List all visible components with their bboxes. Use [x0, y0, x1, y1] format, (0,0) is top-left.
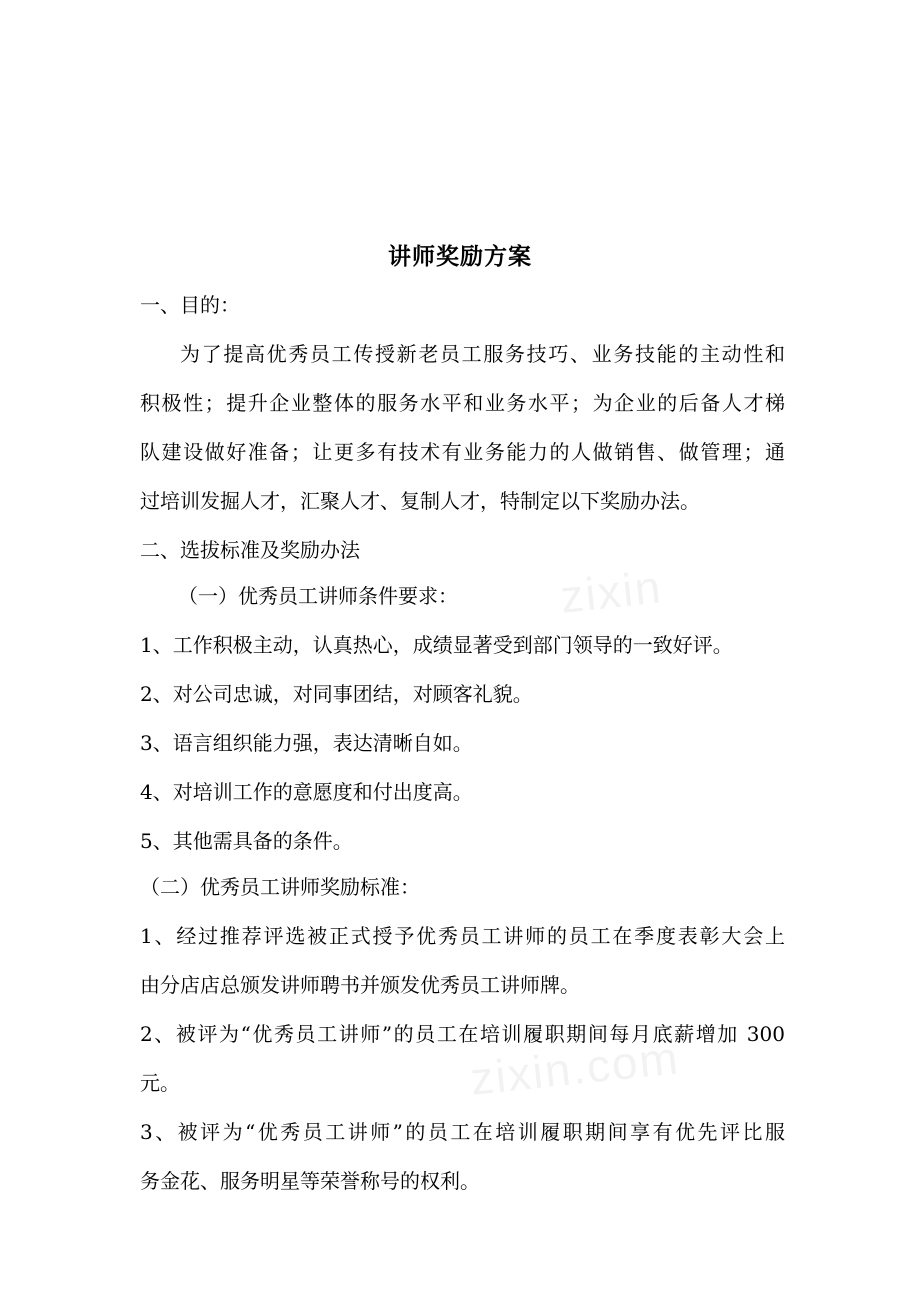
paragraph-line: 为了提高优秀员工传授新老员工服务技巧、业务技能的主动性和 [180, 342, 785, 366]
list-item: 4、对培训工作的意愿度和付出度高。 [140, 780, 473, 804]
paragraph-line: 队建设做好准备；让更多有技术有业务能力的人做销售、做管理；通 [140, 440, 785, 464]
list-item: 2、对公司忠诚，对同事团结，对顾客礼貌。 [140, 682, 533, 706]
list-item: 1、经过推荐评选被正式授予优秀员工讲师的员工在季度表彰大会上 [140, 924, 785, 948]
list-item-continuation: 由分店店总颁发讲师聘书并颁发优秀员工讲师牌。 [140, 973, 580, 997]
section-heading: 二、选拔标准及奖励办法 [140, 538, 360, 562]
document-title: 讲师奖励方案 [388, 244, 532, 270]
paragraph-line: 积极性；提升企业整体的服务水平和业务水平；为企业的后备人才梯 [140, 391, 785, 415]
list-item-continuation: 务金花、服务明星等荣誉称号的权利。 [140, 1169, 480, 1193]
subsection-heading: （二）优秀员工讲师奖励标准： [140, 875, 420, 899]
paragraph-line: 过培训发掘人才，汇聚人才、复制人才，特制定以下奖励办法。 [140, 489, 700, 513]
watermark: zixin [557, 560, 665, 623]
list-item-continuation: 元。 [140, 1071, 180, 1095]
list-item: 2、被评为“优秀员工讲师”的员工在培训履职期间每月底薪增加 300 [140, 1022, 785, 1046]
list-item: 5、其他需具备的条件。 [140, 829, 353, 853]
watermark: zixin.com [467, 1031, 682, 1105]
list-item: 3、被评为“优秀员工讲师”的员工在培训履职期间享有优先评比服 [140, 1120, 785, 1144]
list-item: 3、语言组织能力强，表达清晰自如。 [140, 731, 473, 755]
list-item: 1、工作积极主动，认真热心，成绩显著受到部门领导的一致好评。 [140, 633, 733, 657]
section-heading: 一、目的： [140, 293, 240, 317]
subsection-heading: （一）优秀员工讲师条件要求： [178, 584, 458, 608]
